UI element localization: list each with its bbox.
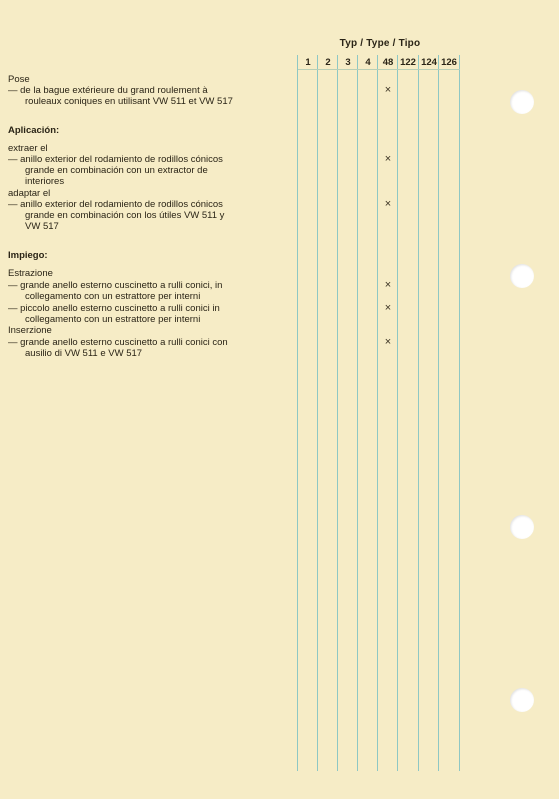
list-item-line: — grande anello esterno cuscinetto a rulli conici con bbox=[8, 337, 228, 348]
list-item-line: ausilio di VW 511 e VW 517 bbox=[25, 348, 143, 359]
column-header-2: 2 bbox=[325, 57, 331, 68]
column-header-122: 122 bbox=[400, 57, 416, 68]
list-item-line: — grande anello esterno cuscinetto a rulli conici, in bbox=[8, 280, 223, 291]
column-header-1: 1 bbox=[305, 57, 311, 68]
grid-line bbox=[337, 55, 338, 771]
section-title-es: Aplicación: bbox=[8, 125, 60, 136]
punch-hole bbox=[510, 264, 534, 288]
column-header-124: 124 bbox=[421, 57, 437, 68]
list-item-line: interiores bbox=[25, 176, 65, 187]
cross-mark: × bbox=[384, 198, 392, 210]
subheading-it-1: Estrazione bbox=[8, 268, 53, 279]
list-item-line: — piccolo anello esterno cuscinetto a rulli conici in bbox=[8, 303, 220, 314]
grid-line bbox=[357, 55, 358, 771]
grid-line bbox=[317, 55, 318, 771]
cross-mark: × bbox=[384, 153, 392, 165]
list-item-line: — anillo exterior del rodamiento de rodillos cónicos bbox=[8, 154, 223, 165]
cross-mark: × bbox=[384, 336, 392, 348]
subheading-it-2: Inserzione bbox=[8, 325, 52, 336]
section-title-it: Impiego: bbox=[8, 250, 48, 261]
list-item-line: grande en combinación con un extractor de bbox=[25, 165, 208, 176]
list-item-line: grande en combinación con los útiles VW 511 y bbox=[25, 210, 225, 221]
list-item-line: VW 517 bbox=[25, 221, 59, 232]
grid-line bbox=[377, 55, 378, 771]
list-item-line: — de la bague extérieure du grand roulement à bbox=[8, 85, 208, 96]
column-header-4: 4 bbox=[365, 57, 371, 68]
column-header-48: 48 bbox=[382, 57, 394, 68]
cross-mark: × bbox=[384, 84, 392, 96]
grid-line bbox=[397, 55, 398, 771]
column-header-126: 126 bbox=[441, 57, 457, 68]
list-item-line: collegamento con un estrattore per interni bbox=[25, 314, 201, 325]
list-item-line: collegamento con un estrattore per interni bbox=[25, 291, 201, 302]
cross-mark: × bbox=[384, 302, 392, 314]
grid-line bbox=[459, 55, 460, 771]
type-header: Typ / Type / Tipo bbox=[339, 38, 421, 49]
punch-hole bbox=[510, 90, 534, 114]
grid-line bbox=[297, 55, 298, 771]
grid-line bbox=[438, 55, 439, 771]
subheading-es-2: adaptar el bbox=[8, 188, 51, 199]
punch-hole bbox=[510, 515, 534, 539]
header-divider bbox=[298, 69, 460, 70]
section-heading-fr: Pose bbox=[8, 74, 30, 85]
punch-hole bbox=[510, 688, 534, 712]
cross-mark: × bbox=[384, 279, 392, 291]
subheading-es-1: extraer el bbox=[8, 143, 48, 154]
grid-line bbox=[418, 55, 419, 771]
column-header-3: 3 bbox=[345, 57, 351, 68]
list-item-line: rouleaux coniques en utilisant VW 511 et VW 517 bbox=[25, 96, 233, 107]
list-item-line: — anillo exterior del rodamiento de rodillos cónicos bbox=[8, 199, 223, 210]
